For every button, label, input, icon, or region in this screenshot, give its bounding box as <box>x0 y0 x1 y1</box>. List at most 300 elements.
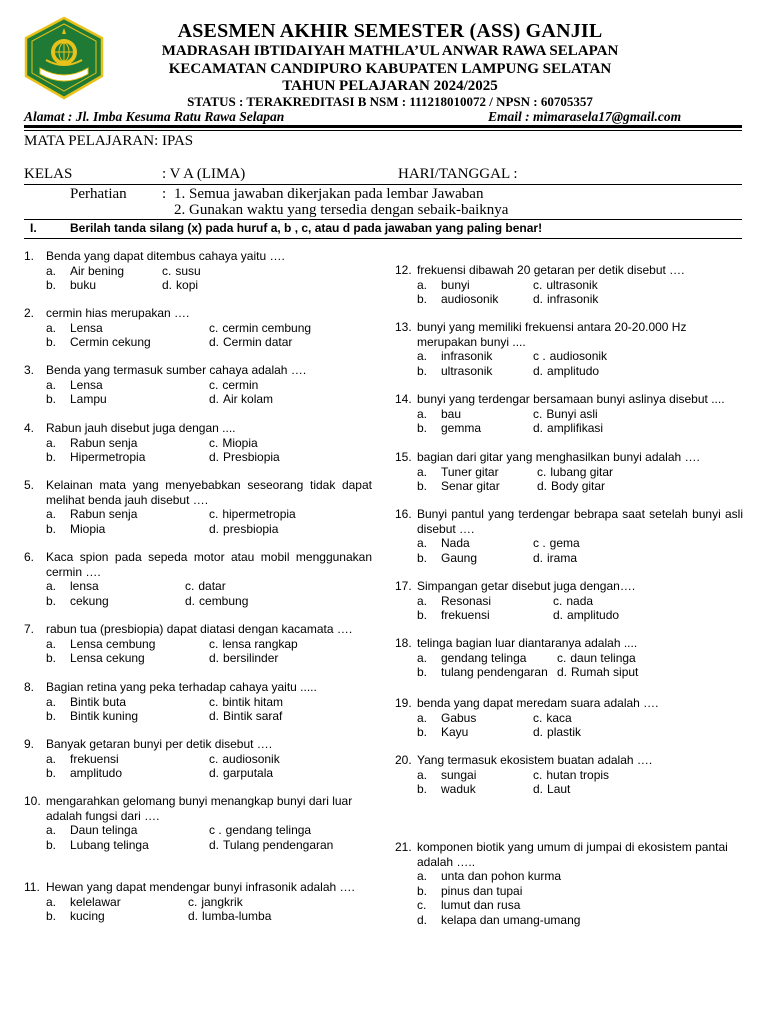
answer-option[interactable] <box>533 349 649 364</box>
option-letter: a. <box>417 869 428 883</box>
answer-option[interactable] <box>417 913 617 928</box>
question-stem <box>24 794 372 823</box>
answer-option[interactable] <box>533 536 649 551</box>
answer-option[interactable] <box>537 465 657 480</box>
answer-option[interactable] <box>557 651 697 666</box>
answer-option[interactable] <box>209 823 372 838</box>
option-letter: c. <box>209 377 219 392</box>
option-letter: a. <box>46 579 57 593</box>
answer-option[interactable] <box>533 782 649 797</box>
option-letter: a. <box>46 751 57 766</box>
option-text: gemma <box>441 421 482 435</box>
option-letter: a. <box>46 823 57 837</box>
answer-options <box>417 536 743 565</box>
answer-option[interactable] <box>162 264 278 279</box>
answer-option[interactable] <box>46 909 188 924</box>
answer-option[interactable] <box>46 278 162 293</box>
option-text: nada <box>566 593 594 608</box>
question-text: telinga bagian luar diantaranya adalah .... <box>417 636 638 650</box>
option-letter: d. <box>188 909 199 923</box>
question-stem <box>395 840 743 869</box>
answer-option[interactable] <box>553 594 689 609</box>
question-5 <box>24 478 372 536</box>
question-12 <box>395 263 743 307</box>
answer-option[interactable] <box>46 651 209 666</box>
answer-option[interactable] <box>417 465 537 480</box>
option-letter: a. <box>417 710 428 725</box>
option-text: bintik hitam <box>222 694 284 709</box>
option-text: Lensa <box>70 320 103 335</box>
answer-option[interactable] <box>185 579 324 594</box>
answer-option[interactable] <box>537 479 657 494</box>
question-3 <box>24 363 372 407</box>
answer-option[interactable] <box>417 421 533 436</box>
option-text: Rumah siput <box>571 665 639 679</box>
question-text: frekuensi dibawah 20 getaran per detik disebut …. <box>417 263 685 277</box>
answer-option[interactable] <box>533 725 649 740</box>
answer-option[interactable] <box>209 378 372 393</box>
question-number: 15. <box>395 450 412 464</box>
question-stem <box>24 737 372 752</box>
question-13 <box>395 320 743 378</box>
question-number: 14. <box>395 392 412 406</box>
question-stem <box>24 421 372 436</box>
question-stem <box>24 249 372 264</box>
question-15 <box>395 450 743 494</box>
answer-option[interactable] <box>417 407 533 422</box>
question-stem <box>24 363 372 378</box>
option-letter: a. <box>417 406 428 421</box>
answer-option[interactable] <box>417 278 533 293</box>
question-text: cermin hias merupakan …. <box>46 306 190 320</box>
option-text: lensa rangkap <box>222 636 298 651</box>
answer-option[interactable] <box>46 507 209 522</box>
option-letter: b. <box>417 292 428 306</box>
answer-option[interactable] <box>162 278 278 293</box>
answer-option[interactable] <box>417 884 617 899</box>
answer-option[interactable] <box>46 695 209 710</box>
question-text: bunyi yang memiliki frekuensi antara 20-20.000 Hz merupakan bunyi .... <box>417 320 687 349</box>
question-text: rabun tua (presbiopia) dapat diatasi dengan kacamata …. <box>46 622 353 636</box>
answer-option[interactable] <box>46 838 209 853</box>
question-7 <box>24 622 372 666</box>
option-letter: c. <box>209 320 219 335</box>
option-letter: d. <box>533 421 544 435</box>
option-letter: d. <box>209 521 220 536</box>
answer-option[interactable] <box>46 335 209 350</box>
option-text: garputala <box>223 766 274 780</box>
option-text: Bintik kuning <box>70 709 139 723</box>
answer-option[interactable] <box>417 536 533 551</box>
question-19 <box>395 696 743 740</box>
option-letter: d. <box>162 278 173 292</box>
accreditation-status: STATUS : TERAKREDITASI B NSM : 111218010072 / NPSN : 60705357 <box>187 94 593 109</box>
option-letter: d. <box>417 912 428 927</box>
answer-option[interactable] <box>209 436 372 451</box>
option-letter: d. <box>537 479 548 493</box>
question-number: 17. <box>395 579 412 593</box>
option-letter: c. <box>417 898 427 912</box>
question-text: mengarahkan gelomang bunyi menangkap bunyi dari luar adalah fungsi dari …. <box>46 794 353 823</box>
option-text: kopi <box>176 278 199 292</box>
answer-option[interactable] <box>46 522 209 537</box>
question-number: 3. <box>24 363 35 377</box>
answer-option[interactable] <box>209 651 372 666</box>
question-number: 19. <box>395 696 412 710</box>
option-text: Daun telinga <box>70 823 138 837</box>
question-21 <box>395 840 743 927</box>
option-text: Resonasi <box>441 593 492 608</box>
question-stem <box>395 392 743 407</box>
answer-option[interactable] <box>46 450 209 465</box>
question-2 <box>24 306 372 350</box>
answer-options <box>46 378 372 407</box>
question-number: 9. <box>24 737 35 751</box>
answer-option[interactable] <box>188 895 330 910</box>
answer-option[interactable] <box>533 407 649 422</box>
answer-option[interactable] <box>209 752 372 767</box>
option-text: Bintik saraf <box>223 709 283 723</box>
answer-option[interactable] <box>533 278 649 293</box>
answer-option[interactable] <box>46 637 209 652</box>
question-6 <box>24 550 372 608</box>
option-text: Laut <box>547 782 571 796</box>
option-text: audiosonik <box>222 751 280 766</box>
option-text: Cermin datar <box>223 335 293 349</box>
option-text: plastik <box>547 725 582 739</box>
answer-options <box>46 637 372 666</box>
option-text: gendang telinga <box>441 650 527 665</box>
question-text: komponen biotik yang umum di jumpai di ekosistem pantai adalah ….. <box>417 840 728 869</box>
subject-label: MATA PELAJARAN: IPAS <box>24 133 194 149</box>
option-text: kelapa dan umang-umang <box>441 912 581 927</box>
answer-options <box>417 349 743 378</box>
answer-option[interactable] <box>417 594 553 609</box>
answer-options <box>417 651 743 680</box>
option-text: daun telinga <box>570 650 636 665</box>
option-text: amplitudo <box>567 608 620 622</box>
question-number: 2. <box>24 306 35 320</box>
answer-option[interactable] <box>209 838 372 853</box>
option-text: ultrasonik <box>441 363 493 378</box>
answer-options <box>46 579 372 608</box>
question-stem <box>24 680 372 695</box>
answer-option[interactable] <box>417 292 533 307</box>
answer-option[interactable] <box>46 823 209 838</box>
option-letter: d. <box>209 450 220 464</box>
option-letter: c. <box>185 579 195 593</box>
answer-options <box>46 436 372 465</box>
option-text: Kayu <box>441 725 469 739</box>
option-text: buku <box>70 278 97 292</box>
answer-option[interactable] <box>553 608 689 623</box>
answer-option[interactable] <box>209 450 372 465</box>
question-text: Simpangan getar disebut juga dengan…. <box>417 579 636 593</box>
answer-option[interactable] <box>417 651 557 666</box>
option-text: Lubang telinga <box>70 837 149 852</box>
option-letter: b. <box>417 421 428 435</box>
answer-option[interactable] <box>46 392 209 407</box>
answer-option[interactable] <box>533 364 649 379</box>
answer-options <box>46 507 372 536</box>
option-letter: b. <box>417 608 428 622</box>
option-letter: c. <box>533 710 543 725</box>
notes-divider <box>24 219 742 220</box>
option-letter: c. <box>557 650 567 665</box>
option-text: Tuner gitar <box>441 464 499 479</box>
option-letter: b. <box>46 709 57 723</box>
option-letter: a. <box>417 349 428 363</box>
option-letter: c. <box>537 464 547 479</box>
class-value: : V A (LIMA) <box>162 166 246 182</box>
option-letter: d. <box>533 292 544 306</box>
option-letter: a. <box>46 694 57 709</box>
option-letter: d. <box>209 766 220 780</box>
answer-option[interactable] <box>417 869 617 884</box>
option-text: lubang gitar <box>550 464 614 479</box>
question-stem <box>24 622 372 637</box>
answer-option[interactable] <box>417 782 533 797</box>
answer-option[interactable] <box>209 637 372 652</box>
answer-option[interactable] <box>46 895 188 910</box>
option-text: frekuensi <box>441 608 490 622</box>
answer-option[interactable] <box>533 421 649 436</box>
question-number: 13. <box>395 320 412 334</box>
question-stem <box>24 880 372 895</box>
option-letter: d. <box>185 593 196 608</box>
option-text: Air kolam <box>223 392 274 406</box>
option-text: lumba-lumba <box>202 909 272 923</box>
question-stem <box>395 579 743 594</box>
option-letter: d. <box>209 709 220 723</box>
option-letter: d. <box>533 550 544 565</box>
option-text: Lensa cembung <box>70 636 156 651</box>
option-text: Presbiopia <box>223 450 280 464</box>
option-letter: c. <box>188 894 198 909</box>
info-divider <box>24 184 742 185</box>
instruction-number: I. <box>30 221 37 235</box>
option-letter: c. <box>533 767 543 782</box>
answer-option[interactable] <box>557 665 697 680</box>
option-text: Gaung <box>441 550 478 565</box>
option-text: infrasonik <box>547 292 599 306</box>
question-number: 6. <box>24 550 35 564</box>
question-number: 5. <box>24 478 35 492</box>
question-10 <box>24 794 372 852</box>
option-text: frekuensi <box>70 751 119 766</box>
class-label: KELAS <box>24 166 73 182</box>
answer-option[interactable] <box>188 909 330 924</box>
option-letter: b. <box>417 363 428 378</box>
option-letter: b. <box>46 651 57 665</box>
option-text: datar <box>198 579 226 593</box>
answer-option[interactable] <box>417 725 533 740</box>
question-number: 1. <box>24 249 35 263</box>
option-text: hipermetropia <box>222 507 296 521</box>
answer-option[interactable] <box>46 264 162 279</box>
option-text: tulang pendengaran <box>441 665 548 679</box>
option-letter: d. <box>209 837 220 852</box>
option-letter: d. <box>553 608 564 622</box>
option-letter: c. <box>209 751 219 766</box>
answer-option[interactable] <box>46 766 209 781</box>
question-text: Benda yang termasuk sumber cahaya adalah …. <box>46 363 307 377</box>
answer-options <box>46 695 372 724</box>
answer-option[interactable] <box>209 335 372 350</box>
option-letter: a. <box>417 593 428 608</box>
answer-option[interactable] <box>417 665 557 680</box>
notes-label: Perhatian <box>70 186 127 202</box>
option-text: Lensa cekung <box>70 651 145 665</box>
question-stem <box>395 320 743 349</box>
question-text: benda yang dapat meredam suara adalah …. <box>417 696 659 710</box>
answer-option[interactable] <box>46 436 209 451</box>
answer-option[interactable] <box>417 768 533 783</box>
question-text: bunyi yang terdengar bersamaan bunyi aslinya disebut .... <box>417 392 725 406</box>
question-16 <box>395 507 743 565</box>
question-text: Bagian retina yang peka terhadap cahaya yaitu ..... <box>46 680 317 694</box>
answer-option[interactable] <box>46 752 209 767</box>
question-1 <box>24 249 372 293</box>
option-letter: b. <box>46 766 57 780</box>
question-number: 11. <box>24 880 40 894</box>
question-number: 4. <box>24 421 35 435</box>
question-text: Rabun jauh disebut juga dengan .... <box>46 421 236 435</box>
answer-options <box>46 321 372 350</box>
option-letter: b. <box>46 392 57 406</box>
option-text: cekung <box>70 593 109 608</box>
answer-option[interactable] <box>533 292 649 307</box>
option-letter: c. <box>533 277 543 292</box>
option-letter: b. <box>417 883 428 898</box>
question-8 <box>24 680 372 724</box>
answer-options <box>417 278 743 307</box>
answer-option[interactable] <box>417 608 553 623</box>
option-letter: d. <box>209 392 220 406</box>
question-text: Kelainan mata yang menyebabkan seseorang tidak dapat melihat benda jauh disebut …. <box>46 478 372 507</box>
option-letter: b. <box>417 479 428 493</box>
option-text: cermin <box>222 377 259 392</box>
option-text: bau <box>441 406 462 421</box>
option-text: Rabun senja <box>70 435 138 450</box>
answer-option[interactable] <box>209 522 372 537</box>
option-letter: b. <box>46 593 57 608</box>
option-text: kaca <box>546 710 572 725</box>
question-stem <box>395 450 743 465</box>
option-text: susu <box>175 263 201 278</box>
option-letter: c. <box>209 507 219 521</box>
option-text: amplitudo <box>547 363 600 378</box>
option-letter: a. <box>46 894 57 909</box>
option-letter: a. <box>46 435 57 450</box>
question-stem <box>24 550 372 579</box>
option-letter: a. <box>417 277 428 292</box>
answer-option[interactable] <box>209 321 372 336</box>
option-text: Miopia <box>70 521 106 536</box>
option-letter: d. <box>557 665 568 679</box>
question-stem <box>395 507 743 536</box>
option-letter: b. <box>46 450 57 464</box>
option-text: Tulang pendengaran <box>223 837 334 852</box>
option-letter: a. <box>46 636 57 651</box>
school-name: MADRASAH IBTIDAIYAH MATHLA’UL ANWAR RAWA SELAPAN <box>161 43 619 59</box>
option-text: infrasonik <box>441 349 493 363</box>
option-text: audiosonik <box>549 349 608 363</box>
question-11 <box>24 880 372 924</box>
answer-option[interactable] <box>46 378 209 393</box>
answer-option[interactable] <box>533 711 649 726</box>
answer-option[interactable] <box>417 349 533 364</box>
answer-option[interactable] <box>417 898 617 913</box>
answer-option[interactable] <box>209 695 372 710</box>
answer-option[interactable] <box>417 551 533 566</box>
answer-option[interactable] <box>46 321 209 336</box>
question-text: Yang termasuk ekosistem buatan adalah …. <box>417 753 653 767</box>
option-text: Air bening <box>70 263 125 278</box>
option-letter: a. <box>417 650 428 665</box>
option-text: Bintik buta <box>70 694 127 709</box>
answer-option[interactable] <box>417 364 533 379</box>
option-text: kelelawar <box>70 894 121 909</box>
answer-option[interactable] <box>209 392 372 407</box>
option-text: amplifikasi <box>547 421 604 435</box>
question-stem <box>395 263 743 278</box>
option-letter: b. <box>46 837 57 852</box>
answer-option[interactable] <box>417 479 537 494</box>
answer-option[interactable] <box>533 768 649 783</box>
option-text: pinus dan tupai <box>441 883 523 898</box>
option-letter: b. <box>46 335 57 349</box>
question-text: Bunyi pantul yang terdengar bebrapa saat setelah bunyi asli disebut …. <box>417 507 743 536</box>
option-letter: c . <box>533 349 546 363</box>
option-text: unta dan pohon kurma <box>441 869 562 883</box>
option-letter: c. <box>533 406 543 421</box>
question-number: 18. <box>395 636 412 650</box>
answer-options <box>417 407 743 436</box>
header-divider-thick <box>24 125 742 128</box>
option-letter: a. <box>417 464 428 479</box>
answer-options <box>46 752 372 781</box>
option-letter: b. <box>417 665 428 679</box>
option-text: audiosonik <box>441 292 499 306</box>
option-text: bersilinder <box>223 651 279 665</box>
answer-option[interactable] <box>417 711 533 726</box>
option-text: Bunyi asli <box>546 406 598 421</box>
note-1: 1. Semua jawaban dikerjakan pada lembar Jawaban <box>174 186 484 202</box>
option-letter: c. <box>209 636 219 651</box>
question-14 <box>395 392 743 436</box>
answer-option[interactable] <box>209 507 372 522</box>
option-letter: a. <box>417 536 428 550</box>
school-email: Email : mimarasela17@gmail.com <box>488 109 682 124</box>
answer-option[interactable] <box>533 551 649 566</box>
option-letter: b. <box>417 782 428 796</box>
answer-option[interactable] <box>209 766 372 781</box>
option-letter: b. <box>417 550 428 565</box>
question-stem <box>24 306 372 321</box>
option-text: cembung <box>199 593 249 608</box>
option-letter: c . <box>209 823 222 837</box>
answer-option[interactable] <box>46 709 209 724</box>
question-text: Banyak getaran bunyi per detik disebut …. <box>46 737 273 751</box>
option-text: kucing <box>70 909 105 923</box>
option-text: Lampu <box>70 392 107 406</box>
answer-option[interactable] <box>46 594 185 609</box>
question-number: 12. <box>395 263 412 277</box>
answer-option[interactable] <box>46 579 185 594</box>
answer-option[interactable] <box>185 594 324 609</box>
answer-option[interactable] <box>209 709 372 724</box>
